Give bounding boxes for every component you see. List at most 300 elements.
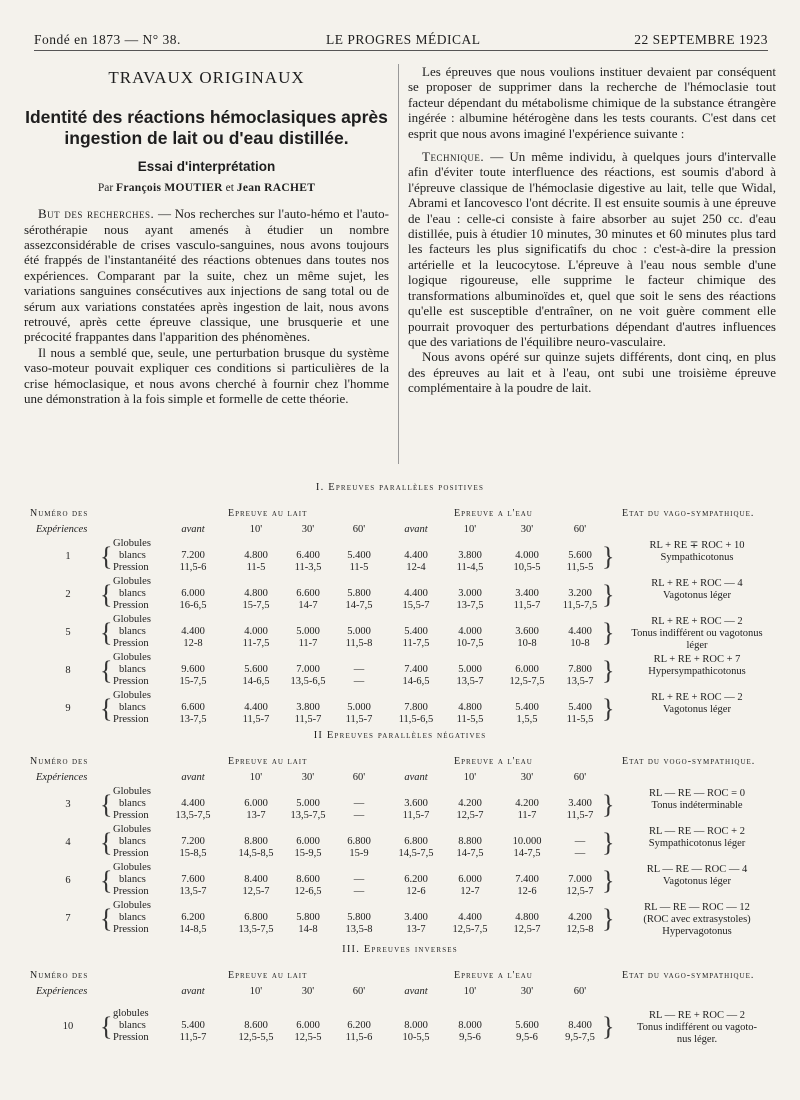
experiment-number: 3: [65, 799, 71, 810]
cell-globules: 7.400: [404, 664, 428, 675]
column-subheader: 60': [573, 772, 587, 783]
cell-pression: 13,5-7: [566, 676, 594, 687]
vago-state-line: Sympathicotonus: [660, 552, 734, 563]
left-brace: {: [100, 656, 113, 685]
column-subheader: 60': [352, 772, 366, 783]
column-header-water-test: Epreuve a l'eau: [454, 508, 533, 519]
cell-pression: 11,5-6,5: [398, 714, 434, 725]
cell-pression: 12,5-5: [294, 1032, 322, 1043]
cell-pression: 13,5-7,5: [175, 810, 211, 821]
cell-pression: 10-7,5: [456, 638, 484, 649]
cell-pression: 10-8: [570, 638, 590, 649]
cell-pression: 13,5-8: [345, 924, 373, 935]
cell-globules: 6.800: [244, 912, 268, 923]
cell-pression: 13-7,5: [179, 714, 207, 725]
table-title: II Epreuves parallèles négatives: [313, 730, 487, 741]
left-brace: {: [100, 694, 113, 723]
vago-state-cell: [614, 826, 780, 850]
cell-pression: 14-7,5: [345, 600, 373, 611]
cell-globules: 6.200: [181, 912, 205, 923]
left-brace: {: [100, 904, 113, 933]
cell-globules: 4.200: [458, 798, 482, 809]
cell-globules: 6.200: [347, 1020, 371, 1031]
cell-globules: 10.000: [512, 836, 542, 847]
column-header-experiences: Expériences: [36, 524, 88, 535]
cell-globules: 7.200: [181, 550, 205, 561]
cell-globules: 3.800: [296, 702, 320, 713]
row-label-pression: Pression: [113, 600, 149, 611]
cell-pression: 11,5-7: [566, 810, 594, 821]
row-label-pression: Pression: [113, 848, 149, 859]
cell-pression: 11-7: [298, 638, 318, 649]
column-header-water-test: Epreuve a l'eau: [454, 756, 533, 767]
cell-globules: 7.000: [568, 874, 592, 885]
left-brace: {: [100, 618, 113, 647]
cell-globules: 7.800: [568, 664, 592, 675]
right-brace: }: [602, 904, 615, 933]
right-column: [408, 64, 776, 396]
vago-state-line: RL + RE ∓ ROC + 10: [649, 540, 745, 551]
column-header-vago-state: Etat du vago-sympathique.: [622, 970, 755, 981]
cell-pression: 9,5-6: [459, 1032, 481, 1043]
cell-globules: 7.600: [181, 874, 205, 885]
vago-state-line: Vagotonus léger: [663, 590, 731, 601]
column-subheader: 60': [573, 524, 587, 535]
right-brace: }: [602, 656, 615, 685]
cell-globules: 3.200: [568, 588, 592, 599]
paragraph-text: — Un même individu, à quelques jours d'intervalle afin d'éviter toute interfluence des réactions, est soumis d'abord à l'épreuve classique de l'hémoclasie digestive au lait, telle que Widal, Abrami et Iancovesco l'ont décrite. Il est ensuite soumis à une épreuve de l'eau : celle-ci consiste à faire absorber au sujet 250 cc. d'eau distillée, puis à étudier 10 minutes, 30 minutes et 60 minutes plus tard les facteurs les plus significatifs du choc : c'est-à-dire la pression artérielle et la leucocytose. L'épreuve à l'eau nous semble d'une logique rigoureuse, elle supprime le facteur chimique des transformations albuminoïdes et, quel que soit le sens des réactions qu'elle est susceptible d'entraîner, on ne voit guère comment elle pourrait provoquer des perturbations dépendant d'autres influences que des variations de l'équilibre neuro-vasculaire.: [408, 149, 776, 349]
right-brace: }: [602, 542, 615, 571]
vago-state-line: RL + RE + ROC + 7: [653, 654, 741, 665]
cell-globules: 8.600: [244, 1020, 268, 1031]
column-header-number: Numéro des: [30, 970, 89, 981]
right-brace: }: [602, 1012, 615, 1041]
cell-globules: 6.600: [181, 702, 205, 713]
cell-globules: —: [353, 874, 365, 885]
cell-pression: 11,5-5: [566, 562, 594, 573]
cell-pression: 12-7: [460, 886, 480, 897]
cell-pression: 13-7: [246, 810, 266, 821]
cell-pression: 11,5-8: [345, 638, 373, 649]
cell-pression: 12,5-7: [513, 924, 541, 935]
cell-pression: 11-3,5: [294, 562, 322, 573]
row-label-blancs: blancs: [119, 588, 146, 599]
cell-pression: 11-5,5: [456, 714, 484, 725]
authors-joiner: et: [225, 181, 234, 194]
column-header-experiences: Expériences: [36, 772, 88, 783]
column-subheader: avant: [404, 986, 428, 997]
author-1: François MOUTIER: [116, 181, 223, 194]
cell-globules: 5.000: [458, 664, 482, 675]
cell-pression: 14,5-8,5: [238, 848, 274, 859]
column-subheader: 10': [249, 524, 263, 535]
author-2: Jean RACHET: [236, 181, 316, 194]
left-brace: {: [100, 542, 113, 571]
cell-pression: 13,5-6,5: [290, 676, 326, 687]
row-label-blancs: blancs: [119, 550, 146, 561]
cell-globules: 6.000: [515, 664, 539, 675]
right-brace: }: [602, 828, 615, 857]
column-header-water-test: Epreuve a l'eau: [454, 970, 533, 981]
cell-pression: 14-7: [298, 600, 318, 611]
paragraph-text: — Nos recherches sur l'auto-hémo et l'auto-sérothérapie nous ayant amenés à étudier un nombre assezconsidérable de crises vasculo-sanguines, nous avons toujours été frappés de l'instantanéité des réactions obtenues dans toutes nos expériences. Comparant par la suite, chez un même sujet, les variations sanguines consécutives aux injections de sang total ou de sérum aux variations constatées après ingestion de lait, nous avons retrouvé, après cette épreuve classique, une brusquerie et une précocité frappantes dans l'apparition des phénomènes.: [24, 206, 389, 345]
cell-globules: 4.000: [244, 626, 268, 637]
column-subheader: 60': [352, 524, 366, 535]
cell-pression: 12,5-5,5: [238, 1032, 274, 1043]
cell-globules: 8.000: [458, 1020, 482, 1031]
cell-pression: 13,5-7,5: [290, 810, 326, 821]
cell-globules: 8.600: [296, 874, 320, 885]
cell-pression: 13-7,5: [456, 600, 484, 611]
cell-pression: 12,5-7: [456, 810, 484, 821]
cell-pression: 12,5-7: [566, 886, 594, 897]
cell-globules: 3.600: [404, 798, 428, 809]
cell-pression: 12-4: [406, 562, 426, 573]
cell-pression: 11,5-7: [513, 600, 541, 611]
cell-globules: 4.400: [568, 626, 592, 637]
experiment-number: 8: [65, 665, 71, 676]
cell-pression: 11-7,5: [242, 638, 270, 649]
cell-pression: 15-7,5: [179, 676, 207, 687]
left-brace: {: [100, 790, 113, 819]
row-label-blancs: blancs: [119, 798, 146, 809]
cell-pression: 11,5-7: [345, 714, 373, 725]
cell-globules: 5.000: [347, 626, 371, 637]
vago-state-line: RL — RE — ROC + 2: [649, 826, 745, 837]
vago-state-line: Tonus indifférent ou vagotonus: [631, 628, 763, 639]
cell-pression: 10-8: [517, 638, 537, 649]
row-label-globules: Globules: [113, 614, 151, 625]
cell-globules: 3.400: [568, 798, 592, 809]
column-header-vago-state: Etat du vogo-sympathique.: [622, 756, 756, 767]
cell-globules: 5.800: [296, 912, 320, 923]
paragraph: Les épreuves que nous voulions instituer devaient par conséquent se proposer de supprimer dans la recherche de l'hémoclasie tout facteur dépendant du métabolisme chimique de la substance étrangère ingérée : albumine hétérogène dans les tests courants. C'est dans cet esprit que nous avons imaginé l'expérience suivante :: [408, 64, 776, 141]
experiment-number: 4: [65, 837, 71, 848]
cell-pression: 11,5-6: [345, 1032, 373, 1043]
cell-globules: 4.400: [181, 798, 205, 809]
cell-globules: 4.400: [404, 588, 428, 599]
cell-globules: 4.800: [515, 912, 539, 923]
row-label-blancs: blancs: [119, 836, 146, 847]
row-label-pression: Pression: [113, 1032, 149, 1043]
column-subheader: 30': [520, 986, 534, 997]
vago-state-cell: [614, 616, 780, 652]
cell-globules: 3.400: [515, 588, 539, 599]
vago-state-cell: [614, 1010, 780, 1046]
cell-pression: —: [574, 848, 586, 859]
cell-globules: 8.400: [244, 874, 268, 885]
cell-globules: 5.400: [181, 1020, 205, 1031]
right-brace: }: [602, 866, 615, 895]
column-subheader: 30': [301, 986, 315, 997]
cell-globules: 8.800: [244, 836, 268, 847]
cell-pression: 11,5-7: [402, 810, 430, 821]
column-subheader: 60': [573, 986, 587, 997]
column-header-milk-test: Epreuve au lait: [228, 756, 308, 767]
cell-pression: 14-7,5: [456, 848, 484, 859]
cell-globules: 6.000: [181, 588, 205, 599]
table-title: III. Epreuves inverses: [342, 944, 458, 955]
vago-state-line: RL — RE — ROC — 4: [646, 864, 748, 875]
cell-globules: 4.800: [458, 702, 482, 713]
row-label-globules: Globules: [113, 824, 151, 835]
row-label-globules: Globules: [113, 900, 151, 911]
cell-globules: 7.200: [181, 836, 205, 847]
authors-prefix: Par: [97, 181, 114, 194]
cell-pression: —: [353, 810, 365, 821]
row-label-blancs: blancs: [119, 626, 146, 637]
cell-globules: 5.800: [347, 912, 371, 923]
column-divider: [398, 64, 399, 464]
cell-pression: 11-5: [349, 562, 369, 573]
cell-globules: 4.800: [244, 588, 268, 599]
cell-globules: 5.000: [296, 798, 320, 809]
article-subtitle: Essai d'interprétation: [137, 159, 276, 175]
column-subheader: avant: [404, 524, 428, 535]
cell-globules: 6.400: [296, 550, 320, 561]
row-label-blancs: blancs: [119, 912, 146, 923]
cell-globules: 6.600: [296, 588, 320, 599]
cell-globules: —: [353, 664, 365, 675]
left-brace: {: [100, 866, 113, 895]
vago-state-line: nus léger.: [676, 1034, 718, 1045]
right-brace: }: [602, 694, 615, 723]
vago-state-cell: [614, 654, 780, 678]
left-column: [24, 64, 389, 407]
column-subheader: 30': [301, 772, 315, 783]
vago-state-line: léger: [686, 640, 708, 651]
right-brace: }: [602, 618, 615, 647]
cell-pression: 11,5-7: [179, 1032, 207, 1043]
column-subheader: 10': [463, 524, 477, 535]
cell-pression: —: [353, 886, 365, 897]
cell-pression: 15-9: [349, 848, 369, 859]
cell-pression: 11-7,5: [402, 638, 430, 649]
cell-pression: 11,5-6: [179, 562, 207, 573]
cell-globules: 9.600: [181, 664, 205, 675]
header-founded: Fondé en 1873 — N° 38.: [34, 32, 181, 47]
column-subheader: 10': [463, 986, 477, 997]
vago-state-line: Tonus indéterminable: [651, 800, 743, 811]
row-label-blancs: blancs: [119, 1020, 146, 1031]
cell-pression: 11-4,5: [456, 562, 484, 573]
cell-pression: 16-6,5: [179, 600, 207, 611]
cell-pression: 12,5-7,5: [452, 924, 488, 935]
cell-globules: 5.400: [568, 702, 592, 713]
cell-globules: 5.600: [515, 1020, 539, 1031]
cell-pression: 15-9,5: [294, 848, 322, 859]
section-heading: TRAVAUX ORIGINAUX: [108, 68, 305, 87]
column-header-milk-test: Epreuve au lait: [228, 508, 308, 519]
column-subheader: avant: [404, 772, 428, 783]
cell-pression: 15-8,5: [179, 848, 207, 859]
cell-globules: 7.800: [404, 702, 428, 713]
left-brace: {: [100, 580, 113, 609]
cell-globules: 5.600: [568, 550, 592, 561]
cell-pression: 1,5,5: [516, 714, 538, 725]
cell-globules: 5.600: [244, 664, 268, 675]
cell-globules: 4.400: [244, 702, 268, 713]
right-brace: }: [602, 790, 615, 819]
cell-globules: 7.000: [296, 664, 320, 675]
vago-state-line: Hypervagotonus: [662, 926, 732, 937]
vago-state-line: RL — RE — ROC — 12: [644, 902, 750, 913]
header-journal-title: LE PROGRES MÉDICAL: [326, 32, 481, 47]
row-label-pression: Pression: [113, 562, 149, 573]
vago-state-line: Vagotonus léger: [663, 704, 731, 715]
vago-state-line: Hypersympathicotonus: [648, 666, 746, 677]
cell-globules: 5.800: [347, 588, 371, 599]
left-brace: {: [100, 1012, 113, 1041]
cell-globules: 7.400: [515, 874, 539, 885]
experiment-number: 6: [65, 875, 71, 886]
column-header-vago-state: Etat du vago-sympathique.: [622, 508, 755, 519]
column-subheader: avant: [181, 986, 205, 997]
paragraph: [24, 206, 389, 345]
row-label-globules: Globules: [113, 652, 151, 663]
cell-globules: 8.000: [404, 1020, 428, 1031]
cell-pression: 13,5-7,5: [238, 924, 274, 935]
experiment-number: 7: [65, 913, 71, 924]
cell-pression: 14-7,5: [513, 848, 541, 859]
cell-pression: 12-6: [406, 886, 426, 897]
vago-state-line: RL — RE — ROC = 0: [649, 788, 745, 799]
cell-pression: 12,5-7: [242, 886, 270, 897]
cell-pression: —: [353, 676, 365, 687]
cell-pression: 11-5,5: [566, 714, 594, 725]
experiment-number: 1: [65, 551, 71, 562]
row-label-blancs: blancs: [119, 874, 146, 885]
cell-pression: 11-7: [517, 810, 537, 821]
article-authors: [24, 181, 389, 196]
cell-globules: 8.800: [458, 836, 482, 847]
cell-pression: 14,5-7,5: [398, 848, 434, 859]
cell-globules: 6.000: [296, 836, 320, 847]
column-header-number: Numéro des: [30, 756, 89, 767]
row-label-pression: Pression: [113, 638, 149, 649]
cell-globules: 6.200: [404, 874, 428, 885]
cell-globules: 3.800: [458, 550, 482, 561]
row-label-pression: Pression: [113, 676, 149, 687]
cell-pression: 15-7,5: [242, 600, 270, 611]
cell-globules: —: [353, 798, 365, 809]
cell-pression: 10,5-5: [513, 562, 541, 573]
experiment-number: 5: [65, 627, 71, 638]
cell-pression: 14-8: [298, 924, 318, 935]
cell-globules: 4.400: [181, 626, 205, 637]
vago-state-line: RL — RE + ROC — 2: [649, 1010, 745, 1021]
cell-globules: 5.400: [404, 626, 428, 637]
cell-pression: 13-7: [406, 924, 426, 935]
cell-pression: 12-8: [183, 638, 203, 649]
cell-pression: 15,5-7: [402, 600, 430, 611]
vago-state-line: (ROC avec extrasystoles): [643, 914, 751, 925]
cell-globules: 4.400: [458, 912, 482, 923]
row-label-globules: Globules: [113, 538, 151, 549]
row-label-blancs: blancs: [119, 702, 146, 713]
cell-globules: 6.000: [458, 874, 482, 885]
row-label-globules: Globules: [113, 862, 151, 873]
cell-globules: 6.000: [296, 1020, 320, 1031]
column-header-number: Numéro des: [30, 508, 89, 519]
lead-label: But des recherches.: [38, 206, 155, 222]
row-label-pression: Pression: [113, 810, 149, 821]
column-header-milk-test: Epreuve au lait: [228, 970, 308, 981]
right-brace: }: [602, 580, 615, 609]
cell-pression: 11-5: [246, 562, 266, 573]
cell-globules: 4.400: [404, 550, 428, 561]
vago-state-line: Vagotonus léger: [663, 876, 731, 887]
experiment-number: 9: [65, 703, 71, 714]
cell-pression: 14-6,5: [402, 676, 430, 687]
cell-pression: 9,5-7,5: [565, 1032, 595, 1043]
vago-state-line: Sympathicotonus léger: [648, 838, 746, 849]
row-label-pression: Pression: [113, 886, 149, 897]
row-label-globules: Globules: [113, 576, 151, 587]
cell-globules: 5.000: [296, 626, 320, 637]
row-label-globules: globules: [113, 1008, 149, 1019]
table-title: I. Epreuves parallèles positives: [315, 482, 485, 493]
column-subheader: avant: [181, 772, 205, 783]
cell-pression: 14-8,5: [179, 924, 207, 935]
paragraph: Nous avons opéré sur quinze sujets différents, dont cinq, en plus des épreuves au lait et à l'eau, ont subi une troisième épreuve complémentaire à la poudre de lait.: [408, 349, 776, 396]
paragraph: Il nous a semblé que, seule, une perturbation brusque du système vaso-moteur pouvait expliquer ces conditions si particulières de la crise hémoclasique, et nous avons cherché à fournir chez l'homme une démonstration à la fois simple et formelle de cette théorie.: [24, 344, 389, 407]
cell-globules: 4.200: [568, 912, 592, 923]
cell-pression: 13,5-7: [179, 886, 207, 897]
column-subheader: 10': [249, 986, 263, 997]
cell-globules: 8.400: [568, 1020, 592, 1031]
cell-pression: 12,5-8: [566, 924, 594, 935]
cell-globules: 6.800: [404, 836, 428, 847]
column-subheader: 10': [463, 772, 477, 783]
vago-state-line: RL + RE + ROC — 2: [651, 692, 743, 703]
column-subheader: 30': [520, 524, 534, 535]
cell-pression: 12-6: [517, 886, 537, 897]
experiment-number: 2: [65, 589, 71, 600]
cell-globules: 6.000: [244, 798, 268, 809]
cell-pression: 13,5-7: [456, 676, 484, 687]
row-label-globules: Globules: [113, 690, 151, 701]
row-label-blancs: blancs: [119, 664, 146, 675]
cell-globules: 6.800: [347, 836, 371, 847]
technique-label: Technique.: [422, 149, 485, 165]
vago-state-line: RL + RE + ROC — 4: [651, 578, 743, 589]
cell-globules: 4.000: [458, 626, 482, 637]
left-brace: {: [100, 828, 113, 857]
column-subheader: avant: [181, 524, 205, 535]
column-header-experiences: Expériences: [36, 986, 88, 997]
vago-state-cell: [614, 578, 780, 602]
cell-pression: 12-6,5: [294, 886, 322, 897]
cell-globules: 3.600: [515, 626, 539, 637]
cell-pression: 11,5-7: [242, 714, 270, 725]
paragraph: [408, 149, 776, 349]
cell-pression: 10-5,5: [402, 1032, 430, 1043]
cell-pression: 11,5-7: [294, 714, 322, 725]
cell-globules: 4.000: [515, 550, 539, 561]
vago-state-line: RL + RE + ROC — 2: [651, 616, 743, 627]
cell-globules: 4.800: [244, 550, 268, 561]
column-subheader: 30': [520, 772, 534, 783]
cell-globules: 5.000: [347, 702, 371, 713]
vago-state-cell: [614, 902, 780, 938]
cell-globules: 4.200: [515, 798, 539, 809]
vago-state-line: Tonus indifférent ou vagoto-: [636, 1022, 758, 1033]
column-subheader: 30': [301, 524, 315, 535]
vago-state-cell: [614, 692, 780, 716]
row-label-globules: Globules: [113, 786, 151, 797]
row-label-pression: Pression: [113, 924, 149, 935]
